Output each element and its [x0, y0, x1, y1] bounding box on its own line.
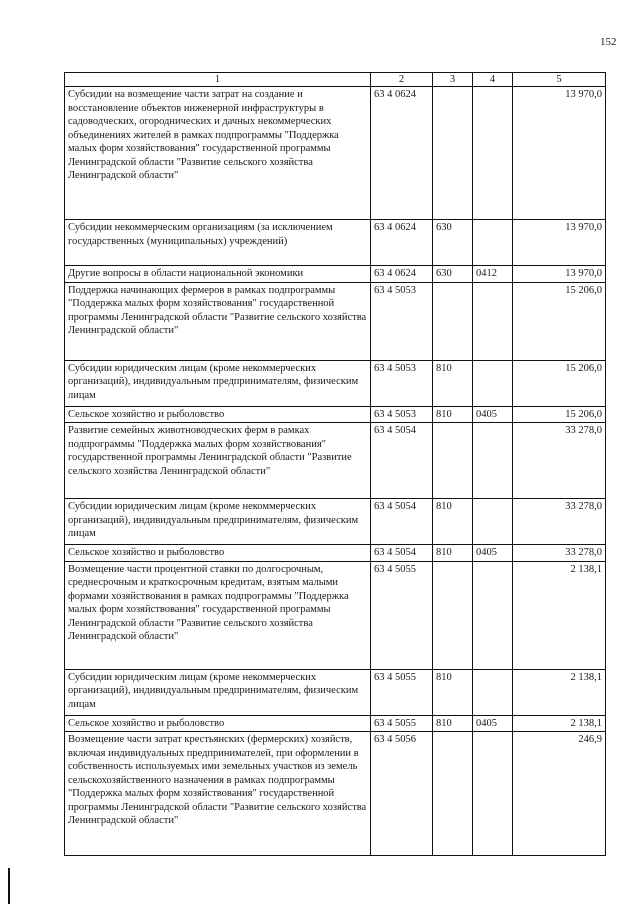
row-vr: 810 — [433, 499, 473, 545]
header-col-5: 5 — [513, 73, 606, 87]
header-col-1: 1 — [65, 73, 371, 87]
row-vr — [433, 423, 473, 499]
row-code: 63 4 5055 — [371, 561, 433, 669]
row-name: Субсидии юридическим лицам (кроме некоммерческих организаций), индивидуальным предпринимателям, физическим лицам — [65, 499, 371, 545]
row-vr: 810 — [433, 715, 473, 732]
row-rz — [473, 220, 513, 266]
table-row — [65, 423, 606, 499]
row-name: Поддержка начинающих фермеров в рамках подпрограммы "Поддержка малых форм хозяйствования" государственной программы Ленинградской области "Развитие сельского хозяйства Ленинградской области" — [65, 282, 371, 360]
row-vr: 810 — [433, 545, 473, 562]
table-row — [65, 87, 606, 220]
row-code: 63 4 0624 — [371, 220, 433, 266]
row-name: Другие вопросы в области национальной экономики — [65, 266, 371, 283]
row-rz — [473, 561, 513, 669]
row-sum: 15 206,0 — [513, 406, 606, 423]
budget-table — [64, 72, 606, 856]
row-name: Субсидии юридическим лицам (кроме некоммерческих организаций), индивидуальным предпринимателям, физическим лицам — [65, 669, 371, 715]
table-row — [65, 669, 606, 715]
row-sum: 15 206,0 — [513, 282, 606, 360]
row-vr: 810 — [433, 669, 473, 715]
row-code: 63 4 0624 — [371, 87, 433, 220]
row-rz: 0412 — [473, 266, 513, 283]
row-vr: 810 — [433, 360, 473, 406]
row-name: Сельское хозяйство и рыболовство — [65, 406, 371, 423]
row-name: Субсидии некоммерческим организациям (за исключением государственных (муниципальных) учреждений) — [65, 220, 371, 266]
table-row — [65, 545, 606, 562]
row-vr — [433, 732, 473, 856]
table-row — [65, 360, 606, 406]
table-row — [65, 406, 606, 423]
row-code: 63 4 0624 — [371, 266, 433, 283]
row-rz — [473, 499, 513, 545]
row-sum: 33 278,0 — [513, 545, 606, 562]
row-name: Возмещение части затрат крестьянских (фермерских) хозяйств, включая индивидуальных предпринимателей, при оформлении в собственность используемых ими земельных участков из земель сельскохозяйственного назначения в рамках подпрограммы "Поддержка малых форм хозяйствования" государственной программы Ленинградской области "Развитие сельского хозяйства Ленинградской области" — [65, 732, 371, 856]
header-col-4: 4 — [473, 73, 513, 87]
row-rz — [473, 732, 513, 856]
row-code: 63 4 5054 — [371, 423, 433, 499]
row-rz: 0405 — [473, 545, 513, 562]
row-vr: 630 — [433, 266, 473, 283]
row-code: 63 4 5054 — [371, 499, 433, 545]
row-rz: 0405 — [473, 406, 513, 423]
row-sum: 15 206,0 — [513, 360, 606, 406]
row-name: Развитие семейных животноводческих ферм в рамках подпрограммы "Поддержка малых форм хозяйствования" государственной программы Ленинградской области "Развитие сельского хозяйства Ленинградской области" — [65, 423, 371, 499]
table-row — [65, 499, 606, 545]
row-rz — [473, 669, 513, 715]
header-col-2: 2 — [371, 73, 433, 87]
row-code: 63 4 5053 — [371, 360, 433, 406]
row-sum: 2 138,1 — [513, 669, 606, 715]
row-vr: 810 — [433, 406, 473, 423]
row-rz — [473, 360, 513, 406]
table-row — [65, 220, 606, 266]
table-header-row — [65, 73, 606, 87]
row-rz — [473, 87, 513, 220]
table-row — [65, 266, 606, 283]
row-sum: 13 970,0 — [513, 220, 606, 266]
row-rz — [473, 282, 513, 360]
margin-bar — [8, 868, 10, 904]
row-sum: 246,9 — [513, 732, 606, 856]
row-rz — [473, 423, 513, 499]
row-vr — [433, 87, 473, 220]
row-code: 63 4 5053 — [371, 406, 433, 423]
row-code: 63 4 5055 — [371, 669, 433, 715]
header-col-3: 3 — [433, 73, 473, 87]
row-sum: 2 138,1 — [513, 561, 606, 669]
row-sum: 13 970,0 — [513, 87, 606, 220]
row-sum: 33 278,0 — [513, 423, 606, 499]
row-name: Субсидии на возмещение части затрат на создание и восстановление объектов инженерной инфраструктуры в садоводческих, огороднических и дачных некоммерческих объединениях жителей в рамках подпрограммы "Поддержка малых форм хозяйствования" государственной программы Ленинградской области "Развитие сельского хозяйства Ленинградской области" — [65, 87, 371, 220]
row-name: Сельское хозяйство и рыболовство — [65, 545, 371, 562]
row-name: Сельское хозяйство и рыболовство — [65, 715, 371, 732]
row-rz: 0405 — [473, 715, 513, 732]
page-number: 152 — [600, 36, 617, 48]
table-row — [65, 561, 606, 669]
row-name: Субсидии юридическим лицам (кроме некоммерческих организаций), индивидуальным предпринимателям, физическим лицам — [65, 360, 371, 406]
row-sum: 13 970,0 — [513, 266, 606, 283]
row-code: 63 4 5054 — [371, 545, 433, 562]
row-name: Возмещение части процентной ставки по долгосрочным, среднесрочным и краткосрочным кредитам, взятым малыми формами хозяйствования в рамках подпрограммы "Поддержка малых форм хозяйствования" государственной программы Ленинградской области "Развитие сельского хозяйства Ленинградской области" — [65, 561, 371, 669]
row-code: 63 4 5053 — [371, 282, 433, 360]
table-row — [65, 282, 606, 360]
row-vr — [433, 282, 473, 360]
row-code: 63 4 5055 — [371, 715, 433, 732]
row-vr — [433, 561, 473, 669]
row-sum: 33 278,0 — [513, 499, 606, 545]
row-sum: 2 138,1 — [513, 715, 606, 732]
table-row — [65, 715, 606, 732]
row-vr: 630 — [433, 220, 473, 266]
row-code: 63 4 5056 — [371, 732, 433, 856]
table-row — [65, 732, 606, 856]
